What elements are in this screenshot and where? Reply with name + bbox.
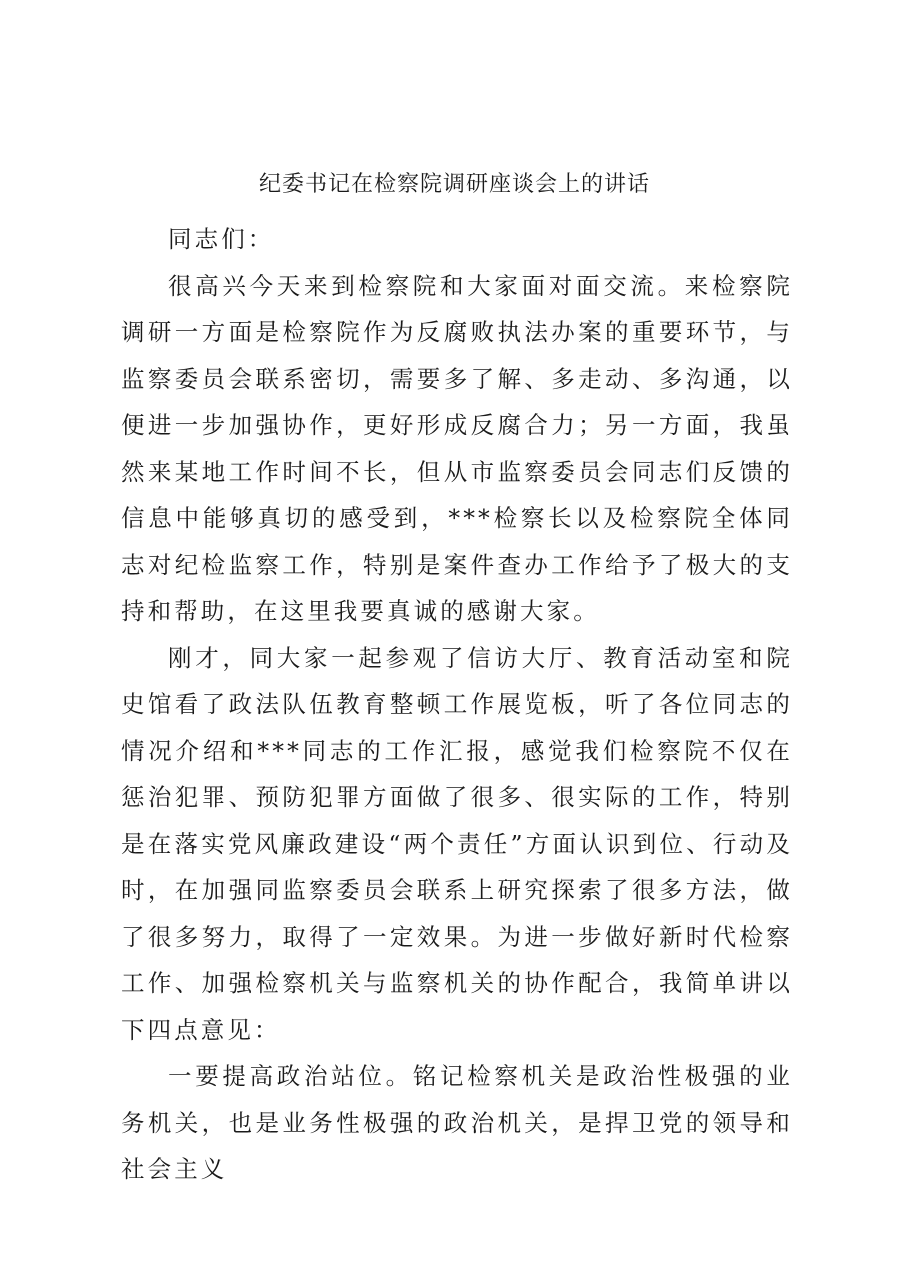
document-title: 纪委书记在检察院调研座谈会上的讲话: [258, 172, 650, 197]
document-body: [121, 216, 793, 1193]
body-paragraph: 刚才，同大家一起参观了信访大厅、教育活动室和院史馆看了政法队伍教育整顿工作展览板，听了各位同志的情况介绍和***同志的工作汇报，感觉我们检察院不仅在惩治犯罪、预防犯罪方面做了很多、很实际的工作，特别是在落实党风廉政建设“两个责任”方面认识到位、行动及时，在加强同监察委员会联系上研究探索了很多方法，做了很多努力，取得了一定效果。为进一步做好新时代检察工作、加强检察机关与监察机关的协作配合，我简单讲以下四点意见：: [121, 643, 793, 1044]
body-paragraph: 一要提高政治站位。铭记检察机关是政治性极强的业务机关，也是业务性极强的政治机关，是捍卫党的领导和社会主义: [121, 1062, 793, 1183]
salutation-paragraph: 同志们：: [168, 225, 275, 253]
body-paragraph: 很高兴今天来到检察院和大家面对面交流。来检察院调研一方面是检察院作为反腐败执法办案的重要环节，与监察委员会联系密切，需要多了解、多走动、多沟通，以便进一步加强协作，更好形成反腐合力；另一方面，我虽然来某地工作时间不长，但从市监察委员会同志们反馈的信息中能够真切的感受到，***检察长以及检察院全体同志对纪检监察工作，特别是案件查办工作给予了极大的支持和帮助，在这里我要真诚的感谢大家。: [121, 271, 793, 625]
